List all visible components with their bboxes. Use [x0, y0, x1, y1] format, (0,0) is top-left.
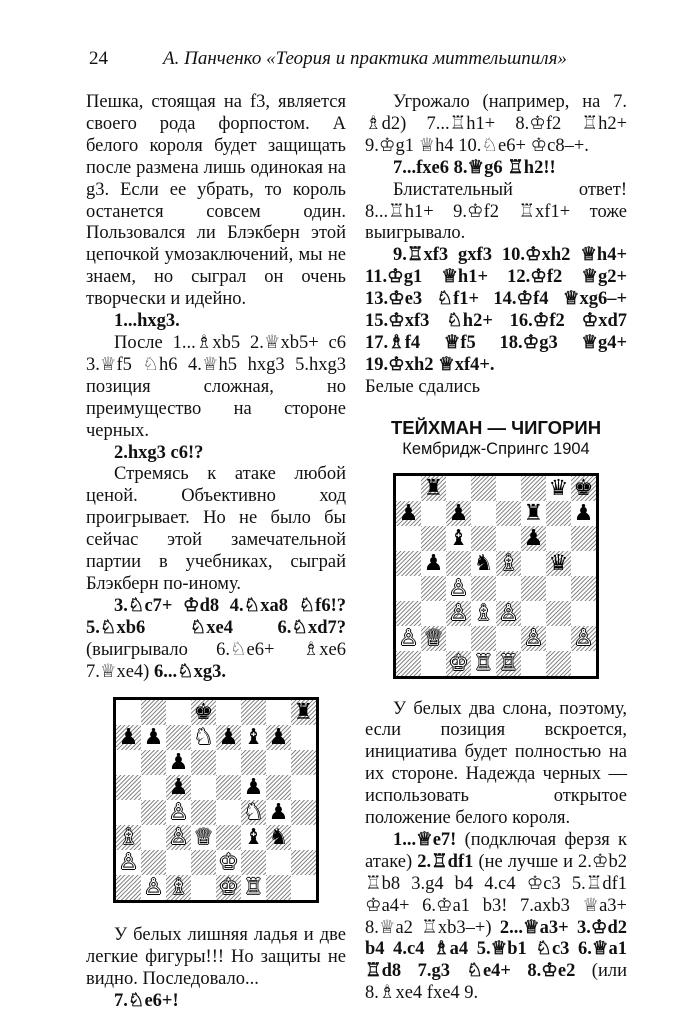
chess-piece-c3: ♙: [168, 825, 189, 851]
dark-square: [141, 850, 166, 875]
dark-square: [141, 700, 166, 725]
dark-square: [471, 476, 496, 501]
dark-square: [471, 576, 496, 601]
light-square: [266, 750, 291, 775]
light-square: [421, 601, 446, 626]
chess-piece-e5: ♗: [498, 550, 519, 576]
light-square: [116, 800, 141, 825]
chess-piece-b8: ♜: [423, 475, 444, 501]
light-square: [521, 551, 546, 576]
light-square: [496, 626, 521, 651]
chess-diagram-1: [113, 697, 319, 903]
light-square: [496, 526, 521, 551]
paragraph: Угрожало (например, на 7. ♗d2) 7...♖h1+ 8.♔f2 ♖h2+ 9.♔g1 ♕h4 10.♘e6+ ♔c8–+.: [365, 92, 627, 156]
move-paragraph: [86, 596, 346, 684]
dark-square: [241, 750, 266, 775]
chess-piece-f3: ♝: [243, 825, 264, 851]
chess-piece-d7: ♞: [193, 725, 214, 751]
light-square: [496, 476, 521, 501]
chess-piece-g8: ♛: [548, 475, 569, 501]
variation: (подключая ферзя к атаке): [365, 829, 628, 872]
chess-piece-d3: ♗: [473, 600, 494, 626]
chess-piece-b7: ♟: [143, 725, 164, 751]
dark-square: [546, 501, 571, 526]
dark-square: [241, 700, 266, 725]
chess-piece-h2: ♙: [573, 625, 594, 651]
move-line: 9.♖xf3 gxf3 10.♔xh2 ♕h4+ 11.♔g1 ♕h1+ 12.♔f2 ♕g2+ 13.♔e3 ♘f1+ 14.♔f4 ♕xg6–+ 15.♔xf3 ♘h2+ 16.♔f2 ♔xd7 17.♗f4 ♕f5 18.♔g3 ♕g4+ 19.♔xh2 ♕xf4+.: [365, 245, 627, 375]
dark-square: [141, 750, 166, 775]
light-square: [571, 551, 596, 576]
dark-square: [546, 601, 571, 626]
chess-piece-a2: ♙: [398, 625, 419, 651]
paragraph: После 1...♗xb5 2.♕xb5+ с6 3.♕f5 ♘h6 4.♕h5 hxg3 5.hxg3 позиция сложная, но преимущество на стороне черных.: [86, 332, 346, 441]
dark-square: [291, 850, 316, 875]
chess-piece-e1: ♖: [498, 650, 519, 676]
paragraph: Стремясь к атаке любой ценой. Объективно ход проигрывает. Но не было бы сейчас этой замечательной партии в учебниках, сыграй Блэкберн по-иному.: [86, 464, 346, 594]
light-square: [521, 651, 546, 676]
light-square: [546, 626, 571, 651]
chess-piece-a2: ♙: [118, 850, 139, 876]
chess-piece-d1: ♖: [473, 650, 494, 676]
chess-diagram-2-wrap: [388, 473, 604, 679]
light-square: [266, 850, 291, 875]
chess-piece-d3: ♕: [193, 825, 214, 851]
paragraph: Блистательный ответ! 8...♖h1+ 9.♔f2 ♖xf1+ тоже выигрывало.: [365, 179, 627, 244]
light-square: [191, 775, 216, 800]
chess-piece-c5: ♟: [168, 775, 189, 801]
light-square: [446, 626, 471, 651]
light-square: [166, 850, 191, 875]
light-square: [546, 526, 571, 551]
dark-square: [116, 875, 141, 900]
dark-square: [421, 526, 446, 551]
chess-piece-e2: ♔: [218, 850, 239, 876]
chess-piece-d5: ♞: [473, 550, 494, 576]
dark-square: [216, 825, 241, 850]
chess-piece-f1: ♖: [243, 875, 264, 901]
light-square: [141, 825, 166, 850]
left-column: [86, 92, 346, 1013]
move-paragraph: [365, 158, 627, 180]
move-line: 2.hxg3 c6!?: [114, 442, 204, 463]
light-square: [571, 601, 596, 626]
light-square: [291, 875, 316, 900]
moves: 3.♘c7+ ♔d8 4.♘xa8 ♘f6!? 5.♘xb6 ♘xe4 6.♘xd7?: [86, 595, 346, 638]
right-column: [365, 92, 627, 1005]
light-square: [396, 476, 421, 501]
moves: 2...♕a3+ 3.♔d2 b4 4.c4 ♗a4 5.♕b1 ♘c3 6.♕a1 ♖d8 7.g3 ♘e4+ 8.♔e2: [365, 917, 627, 982]
dark-square: [191, 750, 216, 775]
light-square: [396, 576, 421, 601]
dark-square: [191, 850, 216, 875]
dark-square: [496, 501, 521, 526]
light-square: [546, 576, 571, 601]
chess-piece-c6: ♟: [168, 750, 189, 776]
chess-piece-e3: ♙: [498, 600, 519, 626]
chess-piece-c7: ♟: [448, 500, 469, 526]
dark-square: [291, 750, 316, 775]
light-square: [116, 750, 141, 775]
dark-square: [396, 551, 421, 576]
game-title: ТЕЙХМАН — ЧИГОРИН: [390, 416, 602, 438]
page-number: 24: [89, 48, 108, 69]
dark-square: [141, 800, 166, 825]
light-square: [291, 825, 316, 850]
chess-piece-c4: ♙: [448, 575, 469, 601]
moves: ♖h2!!: [507, 157, 556, 178]
light-square: [216, 700, 241, 725]
chess-piece-f7: ♝: [243, 725, 264, 751]
dark-square: [471, 526, 496, 551]
light-square: [421, 501, 446, 526]
light-square: [266, 700, 291, 725]
light-square: [216, 800, 241, 825]
chess-piece-g3: ♞: [268, 825, 289, 851]
paragraph: Пешка, стоящая на f3, является своего рода форпостом. А белого короля будет защищать после размена лишь одинокая на g3. Если ее убрать, то король останется совсем один. Пользовался ли Блэкберн этой цепочкой умозаключений, мы не знаем, но сыграл он очень творчески и идейно.: [86, 92, 346, 310]
dark-square: [166, 725, 191, 750]
light-square: [291, 725, 316, 750]
dark-square: [241, 850, 266, 875]
move-line: 7.♘e6+!: [114, 991, 179, 1012]
chess-piece-h8: ♜: [293, 700, 314, 726]
dark-square: [291, 800, 316, 825]
dark-square: [396, 651, 421, 676]
variation: (выигрывало 6.♘e6+ ♗xe6 7.♕xe4): [86, 639, 346, 682]
moves: 6...♘xg3.: [153, 661, 227, 682]
dark-square: [421, 576, 446, 601]
light-square: [471, 501, 496, 526]
light-square: [216, 750, 241, 775]
chess-piece-c1: ♔: [448, 650, 469, 676]
chess-piece-e1: ♔: [218, 875, 239, 901]
chess-piece-b5: ♟: [423, 550, 444, 576]
chess-piece-g7: ♟: [268, 725, 289, 751]
light-square: [571, 651, 596, 676]
variation: (или 8.♗xe4 fxe4 9.: [365, 961, 627, 1004]
chess-piece-a3: ♗: [118, 825, 139, 851]
chess-piece-f6: ♟: [523, 525, 544, 551]
chess-piece-c4: ♙: [168, 800, 189, 826]
light-square: [166, 700, 191, 725]
chess-piece-f7: ♜: [523, 500, 544, 526]
chess-piece-f2: ♙: [523, 625, 544, 651]
moves: 7...fxe6 8.♕g6: [393, 157, 503, 178]
dark-square: [571, 576, 596, 601]
chess-piece-f4: ♞: [243, 800, 264, 826]
paragraph: Белые сдались: [365, 376, 481, 397]
dark-square: [396, 601, 421, 626]
light-square: [141, 775, 166, 800]
chess-diagram-2: [393, 473, 599, 679]
page-header: [0, 48, 680, 76]
light-square: [116, 700, 141, 725]
light-square: [291, 775, 316, 800]
light-square: [496, 576, 521, 601]
game-subtitle: Кембридж-Спрингс 1904: [402, 439, 590, 458]
dark-square: [116, 775, 141, 800]
dark-square: [571, 526, 596, 551]
move-paragraph: [365, 830, 627, 1005]
moves: 1...♕e7!: [393, 829, 457, 850]
chess-piece-h8: ♚: [573, 475, 594, 501]
chess-piece-h7: ♟: [573, 500, 594, 526]
dark-square: [471, 626, 496, 651]
light-square: [396, 526, 421, 551]
light-square: [521, 601, 546, 626]
light-square: [446, 476, 471, 501]
paragraph: У белых лишняя ладья и две легкие фигуры!!! Но защиты не видно. Последовало...: [86, 925, 346, 990]
dark-square: [191, 800, 216, 825]
chess-piece-a7: ♟: [398, 500, 419, 526]
chess-piece-e7: ♟: [218, 725, 239, 751]
chess-piece-b1: ♙: [143, 875, 164, 901]
variation: (не лучше и 2.♔b2 ♖b8 3.g4 b4 4.c4 ♔c3 5.♖df1 ♔a4+ 6.♔a1 b3! 7.axb3 ♕a3+ 8.♕a2 ♖xb3–+): [365, 851, 627, 938]
dark-square: [521, 476, 546, 501]
light-square: [421, 651, 446, 676]
dark-square: [546, 651, 571, 676]
move-line: 1...hxg3.: [114, 311, 180, 332]
chess-piece-d8: ♚: [193, 700, 214, 726]
chess-piece-g5: ♛: [548, 550, 569, 576]
chess-piece-f5: ♟: [243, 775, 264, 801]
chess-piece-c6: ♝: [448, 525, 469, 551]
chess-piece-c1: ♗: [168, 875, 189, 901]
dark-square: [216, 775, 241, 800]
running-head: А. Панченко «Теория и практика миттельшпиля»: [163, 48, 567, 69]
light-square: [191, 875, 216, 900]
paragraph: У белых два слона, поэтому, если позиция вскроется, инициатива будет полностью на их стороне. Надежда черных — использовать открытое положение белого короля.: [365, 698, 627, 829]
dark-square: [266, 775, 291, 800]
chess-piece-a7: ♟: [118, 725, 139, 751]
moves: 2.♖df1: [417, 851, 474, 872]
dark-square: [266, 875, 291, 900]
chess-piece-g4: ♟: [268, 800, 289, 826]
chess-piece-b2: ♕: [423, 625, 444, 651]
dark-square: [521, 576, 546, 601]
chess-diagram-1-wrap: [108, 697, 324, 903]
dark-square: [446, 551, 471, 576]
chess-piece-c3: ♙: [448, 600, 469, 626]
